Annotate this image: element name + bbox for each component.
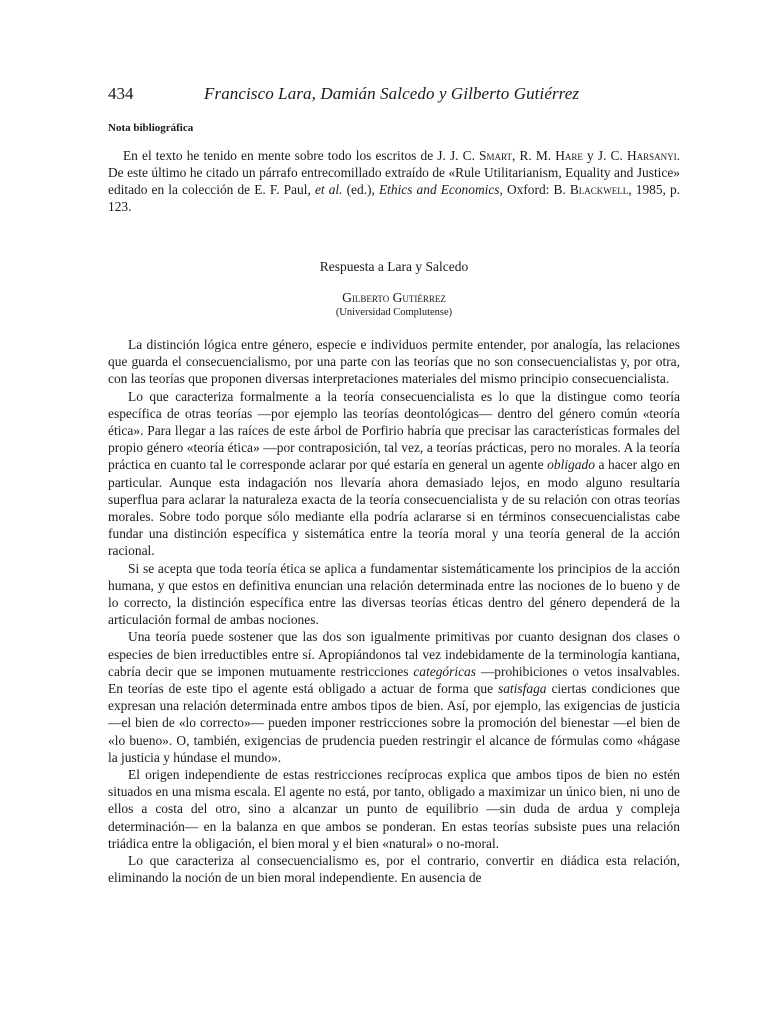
body-paragraph	[108, 388, 680, 560]
body-paragraph: El origen independiente de estas restricciones recíprocas explica que ambos tipos de bien no estén situados en una misma escala. El agente no está, por tanto, obligado a maximizar un único bien, ni uno de ellos a costa del otro, sino a alcanzar un punto de equilibrio —sin duda de ardua y compleja determinación— en la balanza en que ambos se ponderan. En estas teorías subsiste pues una relación triádica entre la obligación, el bien moral y el bien «natural» o no-moral.	[108, 767, 680, 851]
emphasis-categoricas: categóricas	[413, 663, 477, 679]
document-page	[108, 84, 680, 887]
body-paragraph: La distinción lógica entre género, especie e individuos permite entender, por analogía, las relaciones que guarda el consecuencialismo, por una parte con las teorías que no son consecuencialistas y, por otra, con las teorías que proponen diversas interpretaciones materiales del mismo principio consecuencialista.	[108, 337, 680, 387]
running-header	[108, 84, 680, 110]
paragraph-text: —prohibiciones o vetos insalvables. En teorías de este tipo el agente está obligado a actuar de forma que	[108, 663, 680, 697]
note-text-part: Oxford: B.	[502, 182, 570, 197]
paragraph-text: Lo que caracteriza formalmente a la teoría consecuencialista es lo que la distingue como teoría específica de otras teorías —por ejemplo las teorías deontológicas— dentro del género común «teoría ética». Para llegar a las raíces de este árbol de Porfirio habría que precisar las características formales del propio género «teoría ética» —por contraposición, tal vez, a teorías prácticas, pero no morales. A la teoría práctica en cuanto tal le corresponde aclarar por qué estaría en general un agente	[108, 388, 680, 473]
body-paragraph	[108, 628, 680, 766]
note-author-harsanyi: Harsanyi	[626, 148, 677, 163]
note-heading: Nota bibliográfica	[108, 122, 194, 134]
body-paragraph: Si se acepta que toda teoría ética se aplica a fundamentar sistemáticamente los principios de la acción humana, y que estos en definitiva enuncian una relación determinada entre las nociones de lo bueno y de lo correcto, la distinción específica entre las diversas teorías éticas dentro del género dependerá de la articulación formal de ambas nociones.	[108, 560, 680, 628]
author-affiliation: (Universidad Complutense)	[335, 307, 453, 318]
emphasis-obligado: obligado	[547, 457, 595, 473]
note-text-part: En el texto he tenido en mente sobre todo los escritos de J. J. C.	[123, 148, 480, 163]
note-text-part: (ed.),	[342, 182, 379, 197]
note-text-part: . De este último he citado un párrafo entrecomillado extraído de «Rule Utilitarianism, Equality and Justice» editado en la colección de E. F. Paul,	[108, 148, 680, 197]
note-et-al: et al.	[314, 182, 343, 197]
page-number: 434	[108, 84, 134, 103]
article-author: Gilberto Gutiérrez	[342, 290, 446, 305]
note-book-title: Ethics and Economics,	[378, 182, 503, 197]
body-paragraph: Lo que caracteriza al consecuencialismo es, por el contrario, convertir en diádica esta relación, eliminando la noción de un bien moral independiente. En ausencia de	[108, 853, 680, 886]
note-text-part: , 1985, p. 123.	[108, 182, 681, 214]
article-title: Respuesta a Lara y Salcedo	[319, 259, 469, 274]
note-text-part: y J. C.	[582, 148, 627, 163]
bibliographic-note-text	[108, 147, 680, 215]
running-title: Francisco Lara, Damián Salcedo y Gilberto Gutiérrez	[204, 84, 580, 103]
paragraph-text: ciertas condiciones que expresan una relación determinada entre ambos tipos de bien. Así, por ejemplo, las exigencias de justicia —el bien de «lo correcto»— pueden imponer restricciones sobre la promoción del bienestar —el bien de «lo bueno». O, también, exigencias de prudencia pueden restringir el alcance de fórmulas como «hágase la justicia y húndase el mundo».	[108, 681, 680, 765]
article-body	[108, 336, 680, 887]
note-author-smart: Smart	[479, 148, 512, 163]
note-publisher: Blackwell	[569, 182, 629, 197]
note-author-hare: Hare	[555, 148, 583, 163]
paragraph-text: a hacer algo en particular. Aunque esta indagación nos llevaría ahora demasiado lejos, en modo alguno resultaría superflua para aclarar la naturaleza exacta de la teoría consecuencialista y de su relación con otras teorías morales. Sobre todo porque sólo mediante ella podría aclararse si en términos consecuencialistas cabe fundar una distinción específica y sistemática entre la teoría moral y una teoría general de la acción racional.	[108, 457, 681, 559]
note-text-part: , R. M.	[511, 148, 556, 163]
emphasis-satisfaga: satisfaga	[497, 681, 547, 697]
paragraph-text: Una teoría puede sostener que las dos son igualmente primitivas por cuanto designan dos clases o especies de bien irreductibles entre sí. Apropiándonos tal vez indebidamente de la terminología kantiana, cabría decir que se imponen mutuamente restricciones	[108, 629, 680, 679]
